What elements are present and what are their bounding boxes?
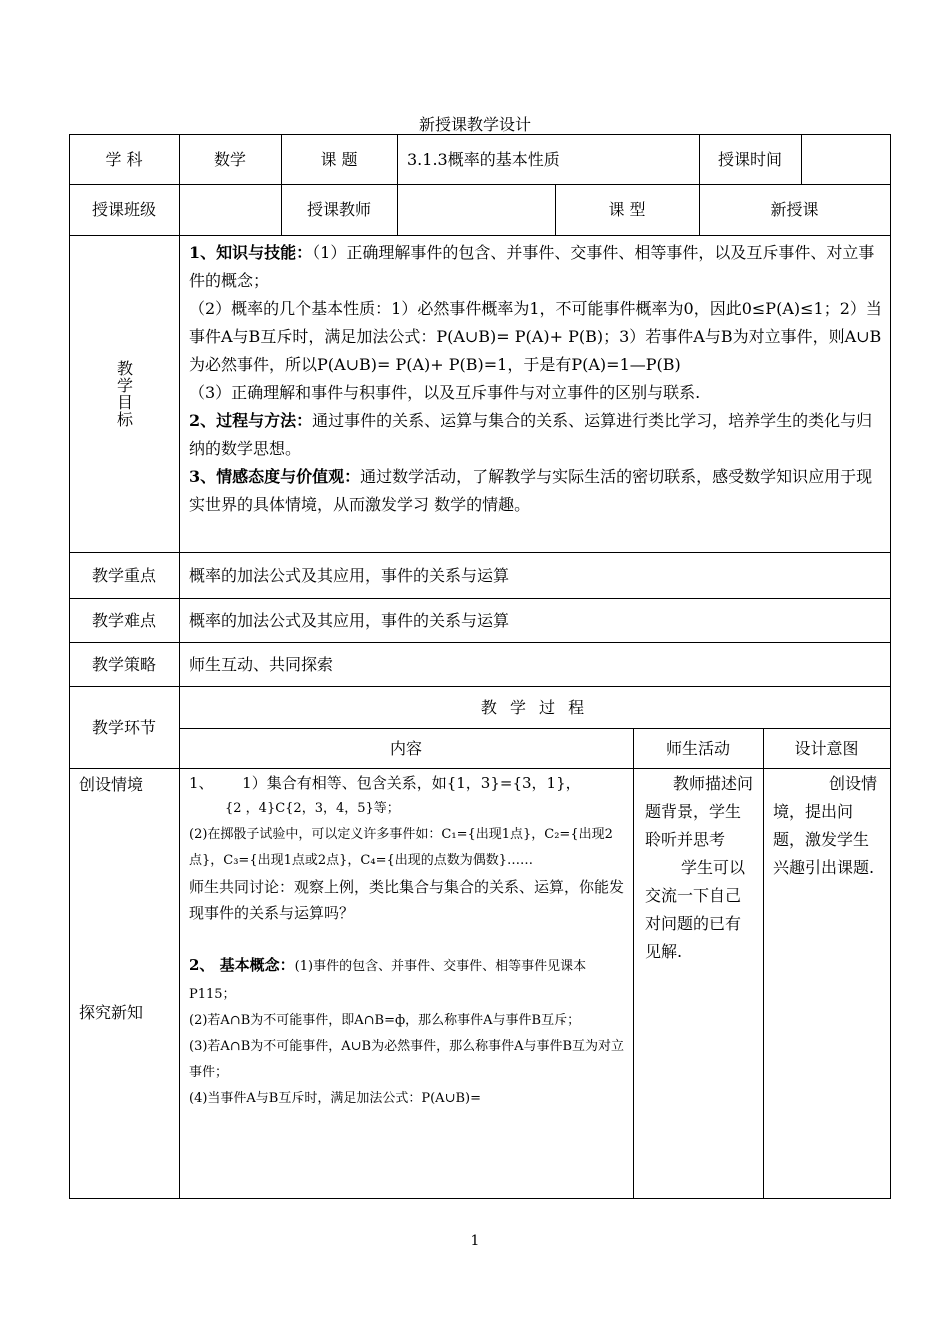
stage-label: 教学环节 bbox=[91, 717, 156, 737]
difficulty-value: 概率的加法公式及其应用，事件的关系与运算 bbox=[189, 610, 510, 630]
lesson-type-label: 课 型 bbox=[608, 200, 646, 219]
topic-value: 3.1.3概率的基本性质 bbox=[407, 150, 560, 169]
strategy-label: 教学策略 bbox=[91, 654, 156, 674]
difficulty-label: 教学难点 bbox=[91, 610, 156, 630]
teaching-time-value bbox=[801, 135, 890, 184]
goal-attitude-head: 3、情感态度与价值观： bbox=[189, 467, 361, 486]
column-intent: 设计意图 bbox=[794, 738, 859, 758]
content-item-2d: (4)当事件A与B互斥时，满足加法公式：P(A∪B)= bbox=[189, 1091, 481, 1106]
goal-process-head: 2、过程与方法： bbox=[189, 411, 313, 430]
stage-column bbox=[69, 768, 179, 1198]
goal-properties: （2）概率的几个基本性质：1）必然事件概率为1，不可能事件概率为0，因此0≤P(A)≤1；2）当事件A与B互斥时，满足加法公式：P(A∪B)= P(A)+ P(B)；3）若事件A与B为对立事件，则A∪B为必然事件，所以P(A∪B)= P(A)+ P(B)=1，于是有P(A)=1—P(B) bbox=[189, 299, 882, 374]
goal-process bbox=[189, 407, 882, 463]
teaching-time-label: 授课时间 bbox=[717, 150, 782, 169]
content-item-1d: 师生共同讨论：观察上例，类比集合与集合的关系、运算，你能发现事件的关系与运算吗？ bbox=[189, 878, 625, 922]
content-item-2b: (2)若A∩B为不可能事件，即A∩B=ф，那么称事件A与事件B互斥； bbox=[189, 1013, 581, 1028]
intent-column bbox=[763, 768, 890, 1198]
subject-value: 数学 bbox=[213, 150, 246, 169]
column-activity: 师生活动 bbox=[665, 738, 730, 758]
subject-label: 学 科 bbox=[105, 150, 143, 169]
content-item-1b: {2 ，4}C{2，3，4，5}等； bbox=[225, 801, 400, 816]
strategy-value: 师生互动、共同探索 bbox=[189, 654, 334, 674]
intent-1: 创设情境，提出问题，激发学生兴趣引出课题. bbox=[773, 774, 878, 877]
content-item-1a: 1、 1）集合有相等、包含关系，如{1，3}={3，1}， bbox=[189, 774, 581, 792]
teacher-value bbox=[397, 184, 555, 235]
lesson-type-value: 新授课 bbox=[770, 200, 819, 219]
goals-label bbox=[69, 235, 179, 552]
content-spacer bbox=[189, 926, 625, 952]
activity-1: 教师描述问题背景，学生聆听并思考 bbox=[645, 774, 754, 849]
content-item-2-text: (1)事件的包含、并事件、交事件、相等事件见课本P115； bbox=[189, 959, 587, 1002]
goal-knowledge bbox=[189, 239, 882, 295]
content-item-2 bbox=[189, 952, 625, 1008]
activity-column bbox=[633, 768, 763, 1198]
goal-attitude bbox=[189, 463, 882, 519]
content-item-2c: (3)若A∩B为不可能事件，A∪B为必然事件，那么称事件A与事件B互为对立事件； bbox=[189, 1039, 625, 1080]
document-title: 新授课教学设计 bbox=[418, 115, 531, 134]
teacher-label: 授课教师 bbox=[306, 200, 371, 219]
stage-create-context: 创设情境 bbox=[79, 775, 144, 794]
activity-2: 学生可以交流一下自己对问题的已有见解. bbox=[645, 858, 746, 961]
goals-label-text: 教学目标 bbox=[114, 359, 134, 428]
column-content: 内容 bbox=[389, 738, 422, 758]
topic-label: 课 题 bbox=[320, 150, 358, 169]
goal-attitude-text: 通过数学活动，了解教学与实际生活的密切联系，感受数学知识应用于现实世界的具体情境，从而激发学习 数学的情趣。 bbox=[189, 467, 873, 514]
class-value bbox=[179, 184, 281, 235]
class-label: 授课班级 bbox=[91, 200, 156, 219]
goal-distinction: （3）正确理解和事件与积事件，以及互斥事件与对立事件的区别与联系. bbox=[189, 383, 701, 402]
key-points-label: 教学重点 bbox=[91, 565, 156, 585]
goal-knowledge-head: 1、知识与技能： bbox=[189, 243, 313, 262]
stage-explore: 探究新知 bbox=[79, 1003, 144, 1022]
content-column bbox=[179, 768, 633, 1198]
process-header: 教 学 过 程 bbox=[480, 697, 589, 717]
goal-process-text: 通过事件的关系、运算与集合的关系、运算进行类比学习，培养学生的类化与归纳的数学思想。 bbox=[189, 411, 873, 458]
key-points-value: 概率的加法公式及其应用，事件的关系与运算 bbox=[189, 565, 510, 585]
content-item-2-head: 2、 基本概念： bbox=[189, 956, 295, 974]
content-item-1c: (2)在掷骰子试验中，可以定义许多事件如：C₁={出现1点}，C₂={出现2点}，C₃={出现1点或2点}，C₄={出现的点数为偶数}…… bbox=[189, 827, 613, 868]
goal-knowledge-text: （1）正确理解事件的包含、并事件、交事件、相等事件，以及互斥事件、对立事件的概念； bbox=[189, 243, 875, 290]
page-number: 1 bbox=[470, 1233, 480, 1249]
goals-content bbox=[179, 235, 890, 552]
